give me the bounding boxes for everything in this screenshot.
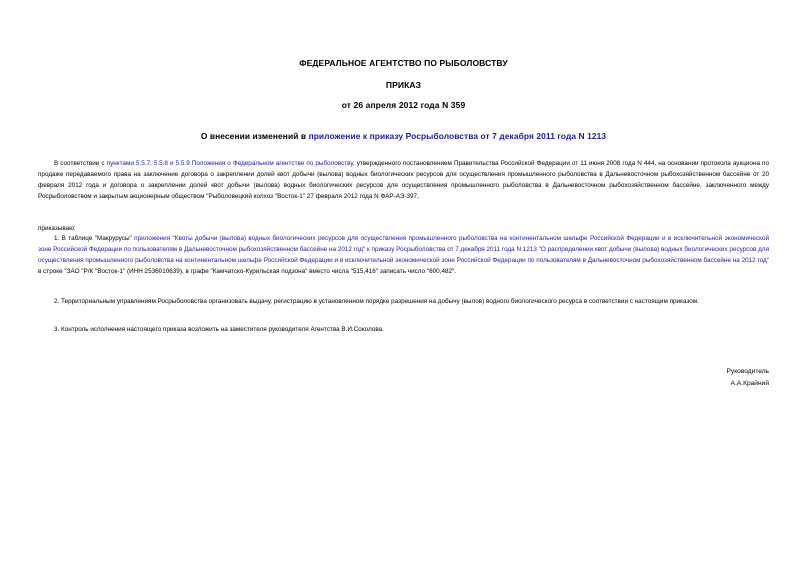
appendix-link[interactable]: приложения "Квоты добычи (вылова) водных биологических ресурсов для осуществления промышленного рыболовства на континентальном шельфе Российской Федерации и в исключительной экономической зоне Российской Федерации по пользователям в Дальневосточном рыбохозяйственном бассейне на 2012 год" к приказу Росрыболовства от 7 декабря 2011 года N 1213 "О распределении квот добычи (вылова) водных биологических ресурсов для осуществления промышленного рыболовства на континентальном шельфе Российской Федерации и в исключительной экономической зоне Российской Федерации по пользователям в Дальневосточном рыбохозяйственном бассейне на 2012 год" [38, 235, 769, 265]
item1-text-end: в строке "ЗАО "Р/К "Восток-1" (ИНН 2536010639), в графе "Камчатско-Курильская подзона" вместо числа "515,416" записать число "600,482". [38, 268, 457, 276]
regulation-link[interactable]: пунктами 5.5.7, 5.5.8 и 5.5.9 Положения о Федеральном агентстве по рыболовству [106, 160, 353, 167]
order-item-1 [38, 233, 769, 277]
document-title [0, 131, 807, 141]
title-prefix: О внесении изменений в [200, 131, 309, 141]
preamble-text-start: В соответствии с [54, 160, 107, 167]
item1-text-start: 1. В таблице "Макрурусы" [54, 235, 135, 242]
signature-name: А.А.Крайний [730, 380, 769, 387]
preamble-paragraph [38, 158, 769, 202]
agency-name: ФЕДЕРАЛЬНОЕ АГЕНТСТВО ПО РЫБОЛОВСТВУ [299, 58, 508, 68]
order-item-2: 2. Территориальным управлениям Росрыболовства организовать выдачу, регистрацию в установленном порядке разрешения на добычу (вылов) водного биологического ресурса в соответствии с настоящим приказом. [54, 298, 699, 305]
order-item-3: 3. Контроль исполнения настоящего приказа возложить на заместителя руководителя Агентства В.И.Соколова. [54, 326, 384, 333]
document-type: ПРИКАЗ [385, 80, 422, 90]
preamble-text-end: , утвержденного постановлением Правительства Российской Федерации от 11 июня 2008 года N 444, на основании протокола аукциона по продаже передаваемого права на заключение договора о закреплении долей квот добычи (вылова) водных биологических ресурсов для осуществления промышленного рыболовства в Дальневосточном рыбохозяйственном бассейне от 20 февраля 2012 года и договора о закреплении долей квот добычи (вылова) водных биологических ресурсов для осуществления промышленного рыболовства в Дальневосточном рыбохозяйственном бассейне, заключенного между Росрыболовством и закрытым акционерным обществом "Рыболовецкий колхоз "Восток-1" 27 февраля 2012 года N ФАР-АЭ-397, [38, 160, 769, 201]
title-link[interactable]: приложение к приказу Росрыболовства от 7 декабря 2011 года N 1213 [308, 131, 607, 141]
signature-position: Руководитель [726, 368, 769, 375]
orders-word: приказываю: [38, 225, 76, 232]
document-date-number: от 26 апреля 2012 года N 359 [341, 100, 466, 110]
